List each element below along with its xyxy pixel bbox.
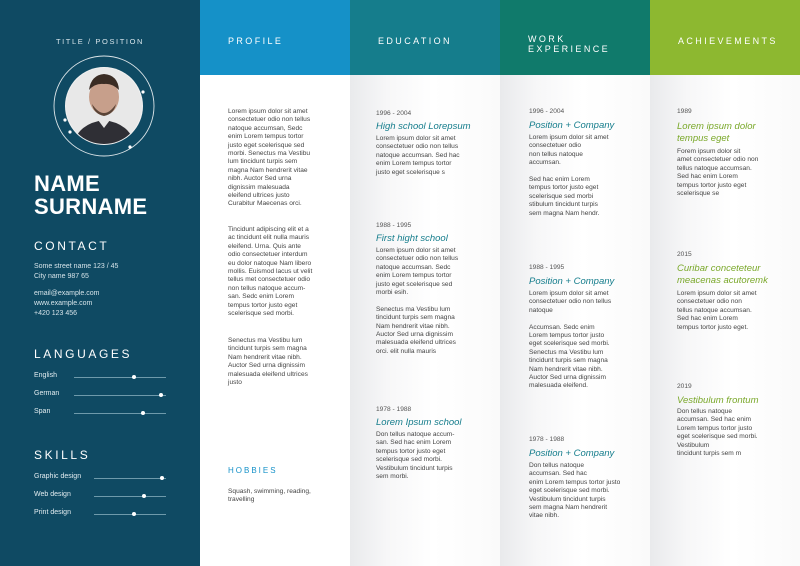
- text-line: [376, 297, 458, 305]
- text-line: odio consectetuer interdum: [228, 251, 308, 259]
- contact-details: [34, 289, 99, 319]
- level-line: [94, 496, 166, 497]
- language-label: Span: [34, 408, 51, 415]
- text-line: Lorem ipsum dolor sit amet: [529, 134, 609, 141]
- level-dot: [132, 375, 136, 379]
- text-line: ac tincidunt elit nulla mauris: [228, 234, 309, 242]
- achievements-column: [650, 0, 800, 566]
- achievement-year: 2019: [677, 383, 692, 390]
- text-line: [529, 315, 611, 323]
- text-line: justo eget scelerisque s: [376, 168, 445, 176]
- level-dot: [142, 494, 146, 498]
- text-line: vitae nibh.: [529, 512, 560, 520]
- work-header: [500, 0, 650, 75]
- skill-label: Web design: [34, 491, 71, 498]
- title-position: TITLE / POSITION: [55, 37, 145, 46]
- work-text: [529, 462, 620, 521]
- text-line: Nam hendrerit vitae nibh.: [228, 353, 302, 361]
- work-header-label: [528, 34, 610, 54]
- text-line: malesuada eleifend ultrices: [376, 339, 456, 347]
- text-line: meacenas acutoremk: [677, 274, 768, 286]
- text-line: Senectus ma Vestibu lum: [529, 348, 604, 356]
- text-line: Forem ipsum dolor sit: [677, 148, 741, 155]
- text-line: Lorem tempus tortor justo: [677, 424, 753, 432]
- text-line: consectetuer odio non tellus: [376, 255, 459, 263]
- text-line: dignissim malesuada: [228, 183, 290, 191]
- website[interactable]: www.example.com: [34, 300, 93, 307]
- text-line: tempus eget: [677, 132, 730, 144]
- text-line: orci. elit nulla mauris: [376, 347, 437, 355]
- text-line: natoque accumsan, Sedc: [228, 124, 303, 132]
- text-line: consectetuer odio non: [677, 298, 742, 306]
- text-line: Vestibulum frontum: [677, 395, 759, 406]
- skill-web-design: [34, 491, 166, 501]
- text-line: Don tellus natoque: [529, 462, 584, 469]
- text-line: Tincidunt adipiscing elit et a: [228, 226, 309, 233]
- text-line: san. Sed hac enim Lorem: [376, 439, 452, 447]
- person-name: [34, 172, 147, 218]
- text-line: Auctor Sed urna dignissim: [376, 331, 453, 339]
- text-line: enim Lorem tempus tortor: [376, 272, 452, 280]
- text-line: consectetuer odio: [529, 142, 582, 150]
- text-line: morbi esih.: [376, 289, 409, 297]
- achievement-title: [677, 395, 759, 407]
- text-line: scelerisque sed morbi: [529, 192, 594, 200]
- work-position: Position + Company: [529, 120, 615, 131]
- profile-paragraph-1: [228, 108, 310, 209]
- work-header-line-1: WORK: [528, 34, 566, 44]
- contact-title: CONTACT: [34, 239, 110, 253]
- text-line: tellus met consectetuer odio: [228, 276, 311, 284]
- text-line: justo: [228, 379, 242, 387]
- text-line: tempus tortor justo eget: [376, 447, 446, 455]
- text-line: Vestibulum: [677, 441, 710, 449]
- text-line: Lorem ipsum dolor: [677, 121, 756, 132]
- text-line: Vestibulum tincidunt turpis: [376, 464, 453, 472]
- text-line: sem magna Nam hendrerit: [529, 504, 608, 512]
- text-line: tellus natoque accumsan.: [677, 164, 752, 172]
- text-line: eget scelerisque sed morbi.: [529, 340, 610, 348]
- text-line: eget scelerisque sed morbi.: [529, 487, 610, 495]
- language-span: [34, 408, 166, 418]
- text-line: scelerisque sed morbi.: [228, 310, 294, 318]
- text-line: Curabitur Maecenas orci.: [228, 200, 302, 208]
- language-english: [34, 372, 166, 382]
- text-line: malesuada eleifend ultrices: [228, 370, 308, 378]
- work-text: [529, 134, 609, 218]
- text-line: Nam hendrerit vitae nibh.: [376, 322, 450, 330]
- text-line: tempus tortor justo eget: [228, 301, 298, 309]
- work-header-line-2: EXPERIENCE: [528, 44, 611, 54]
- hobbies-text: [228, 488, 311, 505]
- text-line: eu dolor natoque Nam libero: [228, 259, 312, 267]
- text-line: non tellus natoque: [529, 150, 583, 158]
- text-line: Lorem ipsum dolor sit amet: [376, 135, 456, 142]
- text-line: eleifend ultrices justo: [228, 192, 290, 200]
- education-years: 1996 - 2004: [376, 110, 412, 117]
- text-line: Lorem tempus tortor justo: [529, 332, 605, 340]
- text-line: tempus tortor justo eget: [529, 184, 599, 192]
- text-line: Curibar conceteteur: [677, 263, 761, 274]
- text-line: consectetuer odio non tellus: [376, 143, 459, 151]
- text-line: Sed hac enim Lorem: [677, 173, 738, 181]
- education-years: 1988 - 1995: [376, 222, 412, 229]
- level-line: [74, 395, 166, 396]
- text-line: tempus tortor justo eget: [677, 181, 747, 189]
- profile-paragraph-3: [228, 337, 308, 387]
- achievement-year: 2015: [677, 251, 692, 258]
- education-header-label: EDUCATION: [378, 36, 452, 46]
- text-line: lum tincidunt turpis sem: [228, 158, 298, 166]
- address-line-2: City name 987 65: [34, 273, 89, 280]
- languages-title: LANGUAGES: [34, 347, 133, 361]
- text-line: Sed hac enim Lorem: [529, 176, 590, 184]
- work-years: 1996 - 2004: [529, 108, 565, 115]
- text-line: Lorem ipsum dolor sit amet: [228, 108, 308, 115]
- text-line: consectetuer odio non tellus: [529, 298, 612, 306]
- education-column: [350, 0, 500, 566]
- text-line: justo eget scelerisque sed: [228, 141, 305, 149]
- education-years: 1978 - 1988: [376, 406, 412, 413]
- contact-address: [34, 262, 118, 282]
- text-line: eleifend. Urna. Quis ante: [228, 242, 301, 250]
- level-line: [74, 413, 166, 414]
- text-line: scelerisque se: [677, 190, 720, 198]
- text-line: eget scelerisque sed morbi.: [677, 433, 758, 441]
- sidebar: [0, 0, 200, 566]
- achievements-header: [650, 0, 800, 75]
- profile-header: [200, 0, 350, 75]
- text-line: malesuada eleifend.: [529, 382, 589, 390]
- education-school: Lorem Ipsum school: [376, 417, 462, 428]
- achievement-title: [677, 121, 756, 144]
- profile-header-label: PROFILE: [228, 36, 284, 46]
- skills-title: SKILLS: [34, 448, 91, 462]
- text-line: Vestibulum tincidunt turpis: [529, 495, 606, 503]
- text-line: Auctor Sed urna dignissim: [228, 362, 305, 370]
- profile-paragraph-2: [228, 226, 312, 318]
- text-line: Senectus ma Vestibu lum: [376, 305, 451, 313]
- text-line: enim Lorem tempus tortor: [228, 133, 304, 141]
- level-dot: [160, 476, 164, 480]
- education-school: High school Lorepsum: [376, 121, 471, 132]
- work-years: 1978 - 1988: [529, 436, 565, 443]
- text-line: [529, 168, 609, 176]
- achievement-title: [677, 263, 768, 286]
- skill-print-design: [34, 509, 166, 519]
- text-line: Don tellus natoque: [677, 408, 732, 415]
- text-line: non tellus natoque accum-: [228, 284, 306, 292]
- text-line: sem morbi.: [376, 473, 409, 481]
- level-line: [74, 377, 166, 378]
- text-line: morbi. Senectus ma Vestibu: [228, 150, 311, 158]
- text-line: tincidunt turpis sem magna: [529, 357, 608, 365]
- text-line: Lorem ipsum dolor sit amet: [529, 290, 609, 297]
- text-line: san. Sedc enim Lorem: [228, 293, 294, 301]
- text-line: tincidunt turpis sem magna: [376, 314, 455, 322]
- level-line: [94, 478, 166, 479]
- level-dot: [159, 393, 163, 397]
- text-line: Lorem ipsum dolor sit amet: [677, 290, 757, 297]
- text-line: consectetuer odio non tellus: [228, 116, 311, 124]
- profile-column: [200, 0, 350, 566]
- text-line: Squash, swimming, reading,: [228, 488, 311, 495]
- education-text: [376, 247, 458, 356]
- work-text: [529, 290, 611, 391]
- text-line: tincidunt turpis sem m: [677, 450, 742, 458]
- education-text: [376, 135, 460, 177]
- education-school: First hight school: [376, 233, 448, 244]
- level-dot: [132, 512, 136, 516]
- text-line: stibulum tincidunt turpis: [529, 201, 598, 209]
- text-line: scelerisque sed morbi.: [376, 456, 442, 464]
- text-line: Accumsan. Sedc enim: [529, 323, 595, 331]
- hobbies-title: HOBBIES: [228, 466, 278, 475]
- education-text: [376, 431, 454, 481]
- level-dot: [141, 411, 145, 415]
- avatar-icon: [50, 52, 158, 160]
- text-line: sem magna Nam hendr.: [529, 209, 600, 217]
- phone: +420 123 456: [34, 310, 78, 317]
- text-line: natoque: [529, 306, 553, 314]
- skill-graphic-design: [34, 473, 166, 483]
- text-line: Auctor Sed urna dignissim: [529, 374, 606, 382]
- text-line: Sed hac enim Lorem: [677, 315, 738, 323]
- skill-label: Graphic design: [34, 473, 82, 480]
- language-label: German: [34, 390, 60, 397]
- achievement-text: [677, 148, 758, 198]
- email[interactable]: email@example.com: [34, 290, 100, 297]
- work-column: [500, 0, 650, 566]
- text-line: Don tellus natoque accum-: [376, 431, 455, 438]
- text-line: enim Lorem tempus tortor justo: [529, 478, 621, 486]
- education-header: [350, 0, 500, 75]
- text-line: Senectus ma Vestibu lum: [228, 337, 303, 344]
- text-line: enim Lorem tempus tortor: [376, 160, 452, 168]
- text-line: Nam hendrerit vitae nibh.: [529, 365, 603, 373]
- text-line: travelling: [228, 496, 255, 504]
- text-line: natoque accumsan. Sed hac: [376, 151, 460, 159]
- achievement-text: [677, 408, 758, 458]
- text-line: tincidunt turpis sem magna: [228, 345, 307, 353]
- text-line: natoque accumsan. Sedc: [376, 263, 451, 271]
- language-german: [34, 390, 166, 400]
- profile-photo: [50, 52, 158, 160]
- text-line: magna Nam hendrerit vitae: [228, 166, 308, 174]
- text-line: nibh. Auctor Sed urna: [228, 175, 292, 183]
- text-line: accumsan. Sed hac enim: [677, 416, 752, 424]
- text-line: tempus tortor justo eget.: [677, 323, 749, 331]
- text-line: accumsan. Sed hac: [529, 470, 587, 478]
- text-line: tellus natoque accumsan.: [677, 306, 752, 314]
- address-line-1: Some street name 123 / 45: [34, 263, 119, 270]
- achievement-year: 1989: [677, 108, 692, 115]
- name-second-line: SURNAME: [34, 194, 148, 219]
- text-line: Lorem ipsum dolor sit amet: [376, 247, 456, 254]
- text-line: justo eget scelerisque sed: [376, 280, 453, 288]
- work-position: Position + Company: [529, 448, 615, 459]
- text-line: accumsan.: [529, 159, 561, 167]
- work-years: 1988 - 1995: [529, 264, 565, 271]
- name-first-line: NAME: [34, 171, 100, 196]
- level-line: [94, 514, 166, 515]
- language-label: English: [34, 372, 57, 379]
- text-line: mollis. Euismod lacus ut velit: [228, 268, 313, 276]
- achievements-header-label: ACHIEVEMENTS: [678, 36, 778, 46]
- work-position: Position + Company: [529, 276, 615, 287]
- achievement-text: [677, 290, 757, 332]
- skill-label: Print design: [34, 509, 71, 516]
- text-line: amet consectetuer odio non: [677, 156, 759, 164]
